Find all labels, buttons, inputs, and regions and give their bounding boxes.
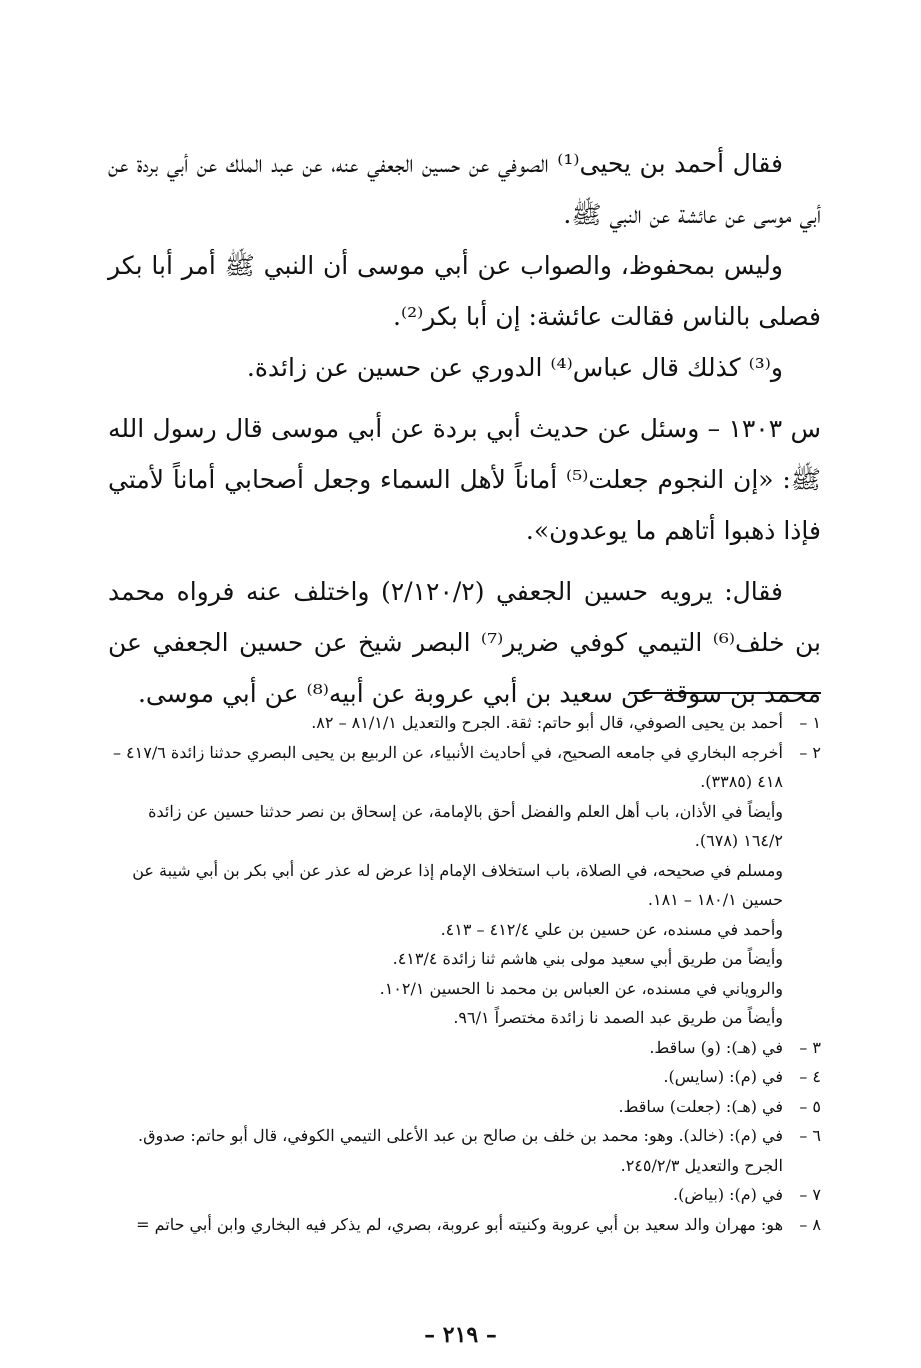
footnote-text: في (م): (سايس). [663, 1067, 783, 1086]
footnote-number: ٣ – [799, 1037, 821, 1057]
paragraph-1: فقال أحمد بن يحيى⁽¹⁾ الصوفي عن حسين الجعفي عنه، عن عبد الملك عن أبي بردة عن أبي موسى عن عائشة عن النبي ﷺ. [108, 149, 821, 229]
footnote-text: والروياني في مسنده، عن العباس بن محمد نا الحسين ١٠٢/١. [379, 978, 783, 998]
footnote-text: في (هـ): (و) ساقط. [649, 1037, 783, 1057]
footnote-text: وأيضاً من طريق عبد الصمد نا زائدة مختصراً ٩٦/١. [453, 1008, 783, 1027]
footnote-6 [108, 1121, 821, 1180]
footnote-number: ٦ – [799, 1126, 821, 1145]
main-text [108, 138, 821, 719]
footnote-text: في (م): (خالد). وهو: محمد بن خلف بن صالح بن عبد الأعلى التيمي الكوفي، قال أبو حاتم: صدوق. الجرح والتعديل ٢٤٥/٢/٣. [138, 1126, 783, 1175]
footnote-5 [108, 1092, 821, 1122]
footnote-number: ٨ – [799, 1214, 821, 1234]
page-number: – ٢١٩ – [424, 1322, 497, 1348]
footnote-2-continued [108, 797, 821, 856]
footnote-1 [108, 708, 821, 738]
footnote-2 [108, 738, 821, 797]
paragraph-3: و⁽³⁾ كذلك قال عباس⁽⁴⁾ الدوري عن حسين عن زائدة. [246, 353, 783, 382]
footnote-number: ٢ – [799, 742, 821, 762]
footnote-text: وأحمد في مسنده، عن حسين بن علي ٤١٢/٤ – ٤١٣. [440, 919, 783, 939]
footnotes [108, 708, 821, 1239]
footnote-number: ٧ – [799, 1185, 821, 1204]
footnote-text: في (هـ): (جعلت) ساقط. [618, 1096, 783, 1116]
footnote-number: ٥ – [799, 1096, 821, 1116]
footnote-8 [108, 1210, 821, 1240]
footnote-2-continued [108, 944, 821, 974]
footnote-separator [629, 692, 821, 694]
footnote-text: هو: مهران والد سعيد بن أبي عروبة وكنيته أبو عروبة، بصري، لم يذكر فيه البخاري وابن أبي حاتم = [136, 1214, 783, 1234]
paragraph-2: وليس بمحفوظ، والصواب عن أبي موسى أن النبي ﷺ أمر أبا بكر فصلى بالناس فقالت عائشة: إن أبا بكر⁽²⁾. [108, 251, 821, 331]
footnote-text: ومسلم في صحيحه، في الصلاة، باب استخلاف الإمام إذا عرض له عذر عن أبي بكر بن أبي شيبة عن حسين ١٨٠/١ – ١٨١. [132, 860, 783, 909]
footnote-2-continued [108, 1003, 821, 1033]
footnote-3 [108, 1033, 821, 1063]
footnote-number: ١ – [799, 713, 821, 732]
footnote-2-continued [108, 915, 821, 945]
footnote-text: في (م): (بياض). [672, 1185, 783, 1204]
question-1303: س ١٣٠٣ – وسئل عن حديث أبي بردة عن أبي موسى قال رسول الله ﷺ: «إن النجوم جعلت⁽⁵⁾ أماناً لأهل السماء وجعل أصحابي أماناً لأمتي فإذا ذهبوا أتاهم ما يوعدون». [108, 414, 822, 545]
footnote-text: وأيضاً في الأذان، باب أهل العلم والفضل أحق بالإمامة، عن إسحاق بن نصر حدثنا حسين عن زائدة ١٦٤/٢ (٦٧٨). [148, 801, 783, 850]
footnote-4 [108, 1062, 821, 1092]
answer-paragraph: فقال: يرويه حسين الجعفي (٢/١٢٠/٢) واختلف عنه فرواه محمد بن خلف⁽⁶⁾ التيمي كوفي ضرير⁽⁷⁾ البصر شيخ عن حسين الجعفي عن محمد بن سوقة عن سعيد بن أبي عروبة عن أبيه⁽⁸⁾ عن أبي موسى. [108, 577, 821, 708]
footnote-2-continued [108, 974, 821, 1004]
footnote-7 [108, 1180, 821, 1210]
footnote-text: أخرجه البخاري في جامعه الصحيح، في أحاديث الأنبياء، عن الربيع بن يحيى البصري حدثنا زائدة ٤١٧/٦ – ٤١٨ (٣٣٨٥). [112, 742, 783, 791]
footnote-text: وأيضاً من طريق أبي سعيد مولى بني هاشم ثنا زائدة ٤١٣/٤. [392, 949, 783, 968]
footnote-number: ٤ – [799, 1067, 821, 1086]
footnote-2-continued [108, 856, 821, 915]
footnote-text: أحمد بن يحيى الصوفي، قال أبو حاتم: ثقة. الجرح والتعديل ٨١/١/١ – ٨٢. [311, 713, 783, 732]
